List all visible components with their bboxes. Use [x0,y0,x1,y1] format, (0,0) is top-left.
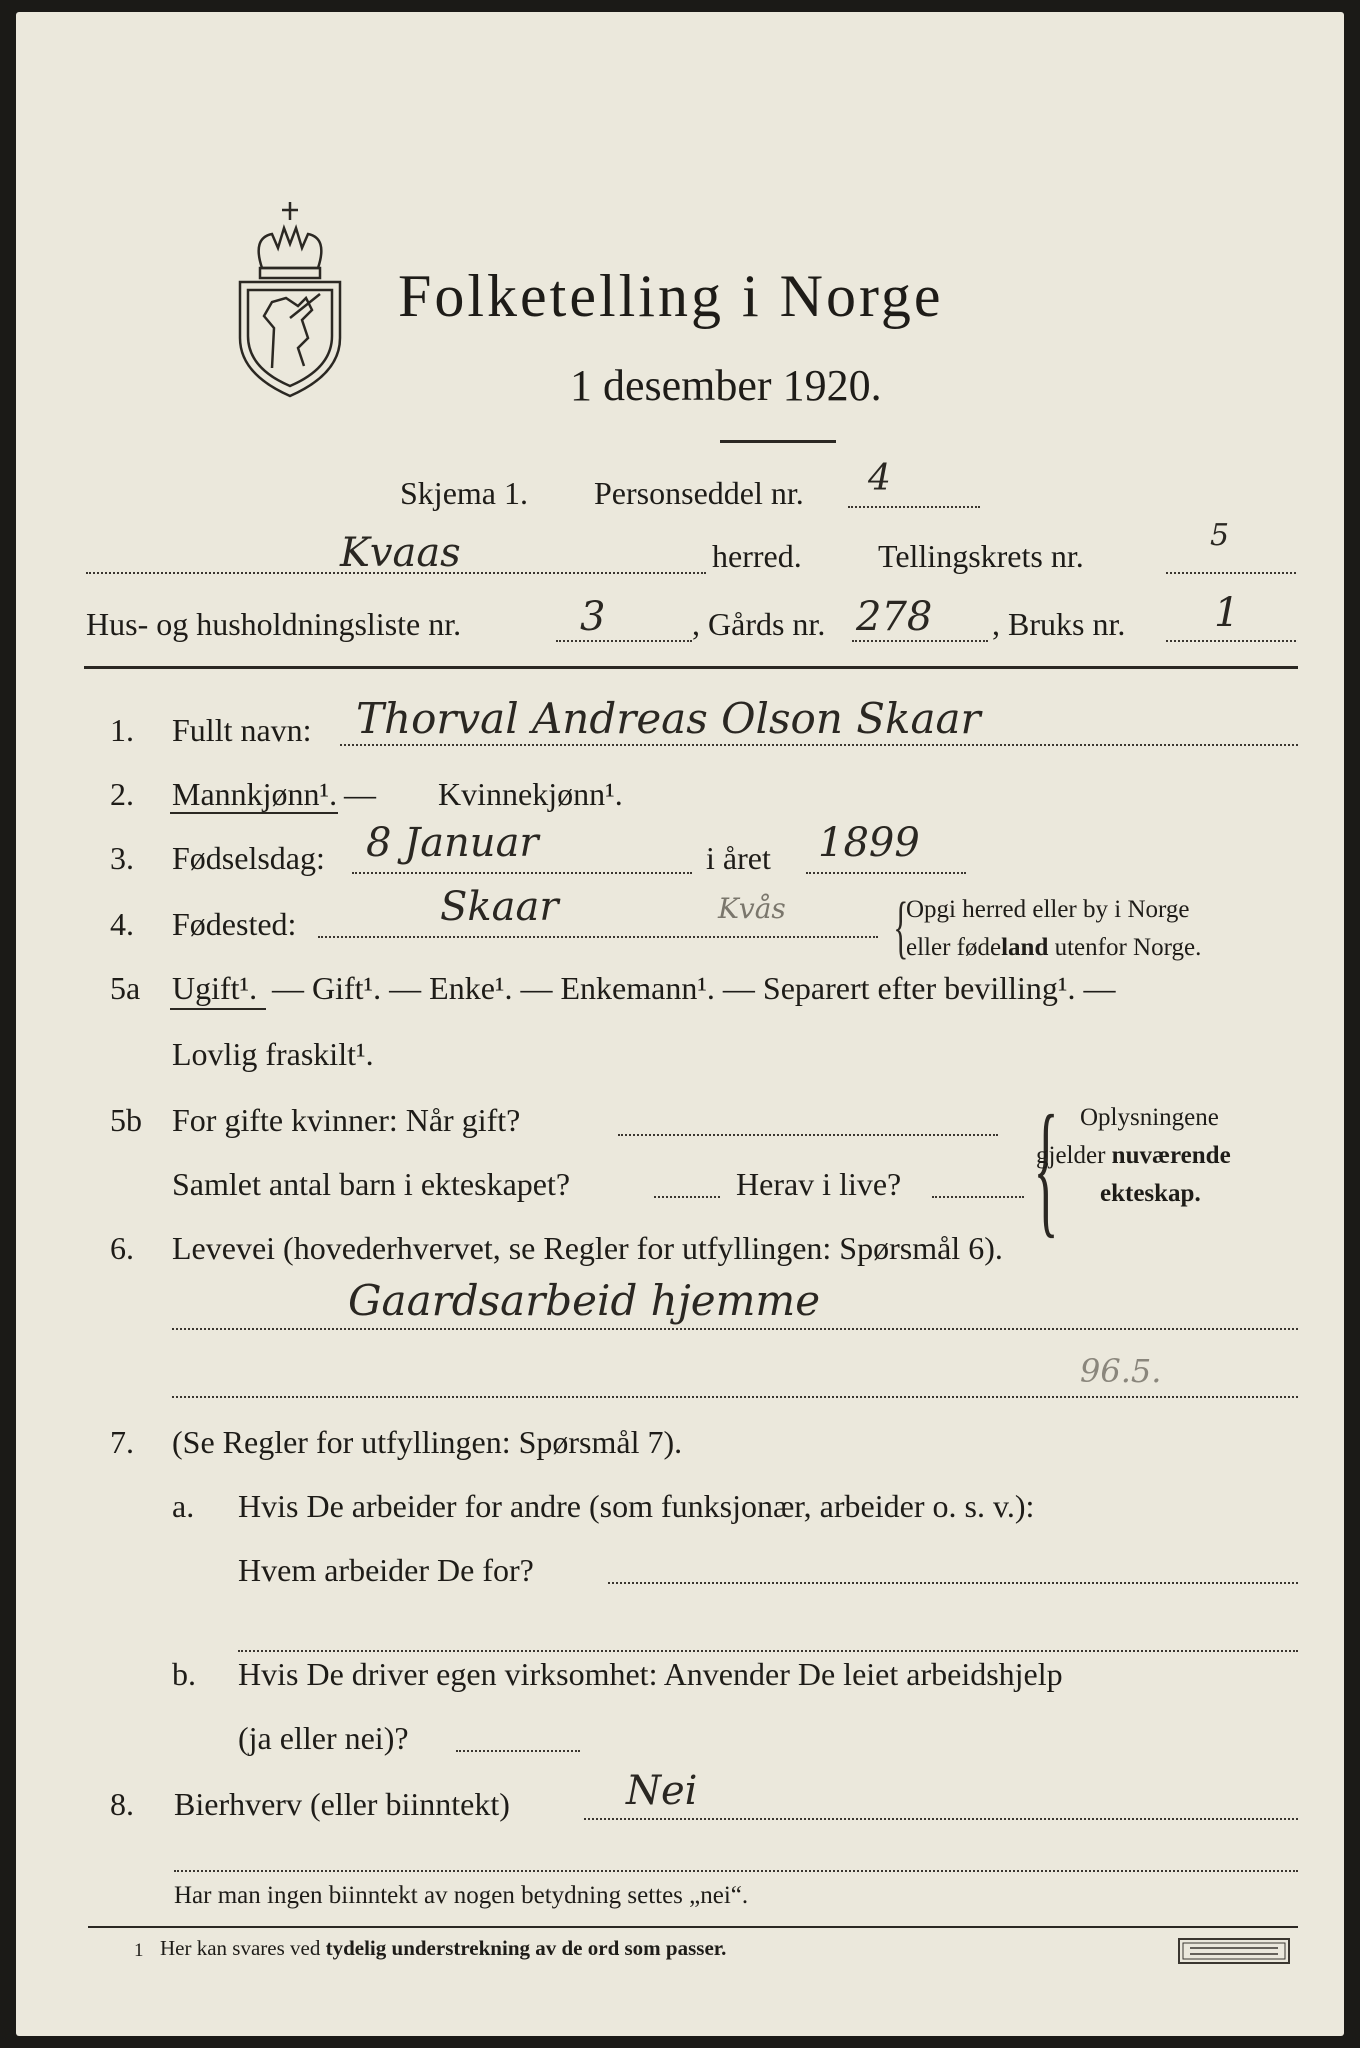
q7b-label: Hvis De driver egen virksomhet: Anvender De leiet arbeidshjelp [238,1656,1063,1692]
q8-label: Bierhverv (eller biinntekt) [174,1786,510,1822]
married-when-field[interactable] [618,1134,998,1136]
tellingskrets-value: 5 [1210,518,1230,553]
q7a-letter: a. [172,1488,195,1524]
footnote-text: Her kan svares ved tydelig understrekning av de ord som passer. [160,1936,727,1960]
title-divider [720,440,836,443]
children-alive-field[interactable] [932,1196,1024,1198]
birthplace-value: Skaar [440,884,559,930]
tellingskrets-label: Tellingskrets nr. [878,538,1084,574]
q5b-note-1: Oplysningene [1080,1104,1219,1131]
q4-note-2: eller fødeland utenfor Norge. [906,934,1202,961]
full-name-field[interactable] [340,744,1298,746]
bruks-value: 1 [1214,590,1240,636]
children-total-label: Samlet antal barn i ekteskapet? [172,1166,571,1202]
side-income-value: Nei [626,1768,698,1814]
census-date: 1 desember 1920. [570,361,882,410]
children-alive-label: Herav i live? [736,1166,902,1202]
hus-field[interactable] [556,640,692,642]
q7-label: (Se Regler for utfyllingen: Spørsmål 7). [172,1424,683,1460]
gender-male-option[interactable]: Mannkjønn¹. [172,776,338,812]
tellingskrets-field[interactable] [1166,572,1296,574]
birthday-value: 8 Januar [366,820,539,866]
employer-field[interactable] [608,1582,1298,1584]
q4-note-1: Opgi herred eller by i Norge [906,896,1190,923]
occupation-field-2[interactable] [172,1396,1298,1398]
q6-number: 6. [110,1230,134,1266]
bruks-label: , Bruks nr. [992,606,1126,642]
unmarried-underline [170,1008,266,1010]
skjema-label: Skjema 1. [400,475,528,511]
footnote-divider [88,1926,1298,1928]
q5b-note-2: gjelder nuværende [1036,1142,1231,1169]
gender-female-option[interactable]: Kvinnekjønn¹. [438,776,623,812]
bruks-field[interactable] [1166,640,1296,642]
gards-value: 278 [856,594,933,640]
section-divider [84,666,1298,669]
printer-stamp-icon [1178,1938,1290,1964]
q1-label: Fullt navn: [172,712,312,748]
herred-label: herred. [712,538,802,574]
q7a-label: Hvis De arbeider for andre (som funksjonær, arbeider o. s. v.): [238,1488,1035,1524]
q8-number: 8. [110,1786,134,1822]
q4-number: 4. [110,906,134,942]
side-income-field[interactable] [584,1818,1298,1820]
personseddel-value: 4 [868,458,891,499]
norway-coat-of-arms-icon [232,198,348,400]
side-income-field-2[interactable] [174,1870,1298,1872]
margin-annotation: 96.5. [1080,1352,1162,1390]
full-name-value: Thorval Andreas Olson Skaar [356,694,981,743]
male-underline [170,812,338,814]
status-divorced-option[interactable]: Lovlig fraskilt¹. [172,1036,374,1072]
q2-number: 2. [110,776,134,812]
birthday-field[interactable] [352,872,692,874]
gards-field[interactable] [852,640,988,642]
birthplace-annotation: Kvås [718,892,786,925]
children-total-field[interactable] [654,1196,720,1198]
q3-label: Fødselsdag: [172,840,325,876]
occupation-field[interactable] [172,1328,1298,1330]
q3-number: 3. [110,840,134,876]
q7b-answer-label: (ja eller nei)? [238,1720,409,1756]
gards-label: , Gårds nr. [692,606,826,642]
q4-brace: { [893,889,909,966]
hus-label: Hus- og husholdningsliste nr. [86,606,462,642]
gender-separator: — [344,776,376,812]
q5b-label: For gifte kvinner: Når gift? [172,1102,521,1138]
footnote-number: 1 [134,1940,144,1961]
herred-value: Kvaas [340,530,461,576]
q7-number: 7. [110,1424,134,1460]
q5b-note-3: ekteskap. [1100,1180,1201,1207]
q7b-letter: b. [172,1656,196,1692]
status-unmarried-option[interactable]: Ugift¹. [172,970,258,1006]
occupation-value: Gaardsarbeid hjemme [348,1276,821,1325]
hired-help-field[interactable] [456,1750,580,1752]
marital-status-options[interactable]: — Gift¹. — Enke¹. — Enkemann¹. — Separert efter bevilling¹. — [272,970,1116,1006]
employer-field-2[interactable] [238,1650,1298,1652]
form-title: Folketelling i Norge [398,263,944,329]
personseddel-field[interactable] [848,506,980,508]
q6-label: Levevei (hovederhvervet, se Regler for utfyllingen: Spørsmål 6). [172,1230,1003,1266]
birth-year-value: 1899 [818,820,920,866]
q1-number: 1. [110,712,134,748]
q7a-employer-label: Hvem arbeider De for? [238,1552,534,1588]
income-note: Har man ingen biinntekt av nogen betydning settes „nei“. [174,1882,749,1909]
hus-value: 3 [580,594,606,640]
q5a-number: 5a [110,970,141,1006]
birthplace-field[interactable] [318,936,878,938]
personseddel-label: Personseddel nr. [594,475,804,511]
q5b-number: 5b [110,1102,142,1138]
year-label: i året [706,840,771,876]
birth-year-field[interactable] [806,872,966,874]
q4-label: Fødested: [172,906,297,942]
q5b-brace: { [1033,1085,1059,1251]
